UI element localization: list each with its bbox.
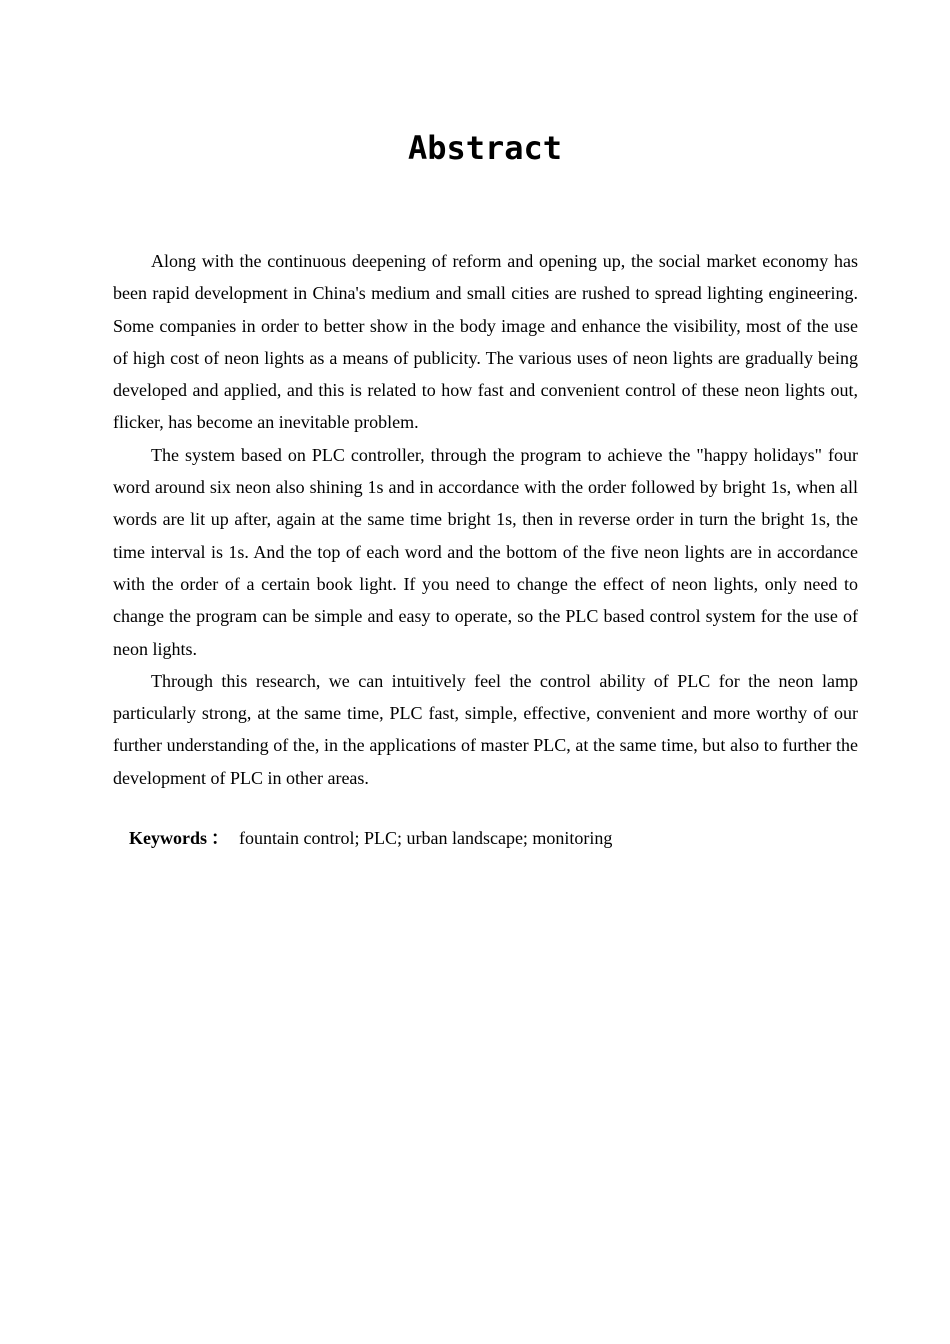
abstract-paragraph-2: The system based on PLC controller, through the program to achieve the "happy holidays" four word around six neon also shining 1s and in accordance with the order followed by bright 1s, when all words are lit up after, again at the same time bright 1s, then in reverse order in turn the bright 1s, the time interval is 1s. And the top of each word and the bottom of the five neon lights are in accordance with the order of a certain book light. If you need to change the effect of neon lights, only need to change the program can be simple and easy to operate, so the PLC based control system for the use of neon lights.: [113, 444, 858, 659]
keywords-line: [129, 822, 869, 854]
keywords-text: fountain control; PLC; urban landscape; monitoring: [239, 828, 613, 848]
page-title: Abstract: [407, 129, 563, 167]
abstract-paragraph-1: Along with the continuous deepening of reform and opening up, the social market economy has been rapid development in China's medium and small cities are rushed to spread lighting engineering. Some companies in order to better show in the body image and enhance the visibility, most of the use of high cost of neon lights as a means of publicity. The various uses of neon lights are gradually being developed and applied, and this is related to how fast and convenient control of these neon lights out, flicker, has become an inevitable problem.: [113, 251, 858, 433]
keywords-label: Keywords: [129, 828, 207, 848]
keywords-separator: ：: [211, 828, 229, 848]
abstract-paragraph-3: Through this research, we can intuitively feel the control ability of PLC for the neon lamp particularly strong, at the same time, PLC fast, simple, effective, convenient and more worthy of our further understanding of the, in the applications of master PLC, at the same time, but also to further the development of PLC in other areas.: [113, 670, 858, 788]
abstract-body: [113, 245, 858, 794]
